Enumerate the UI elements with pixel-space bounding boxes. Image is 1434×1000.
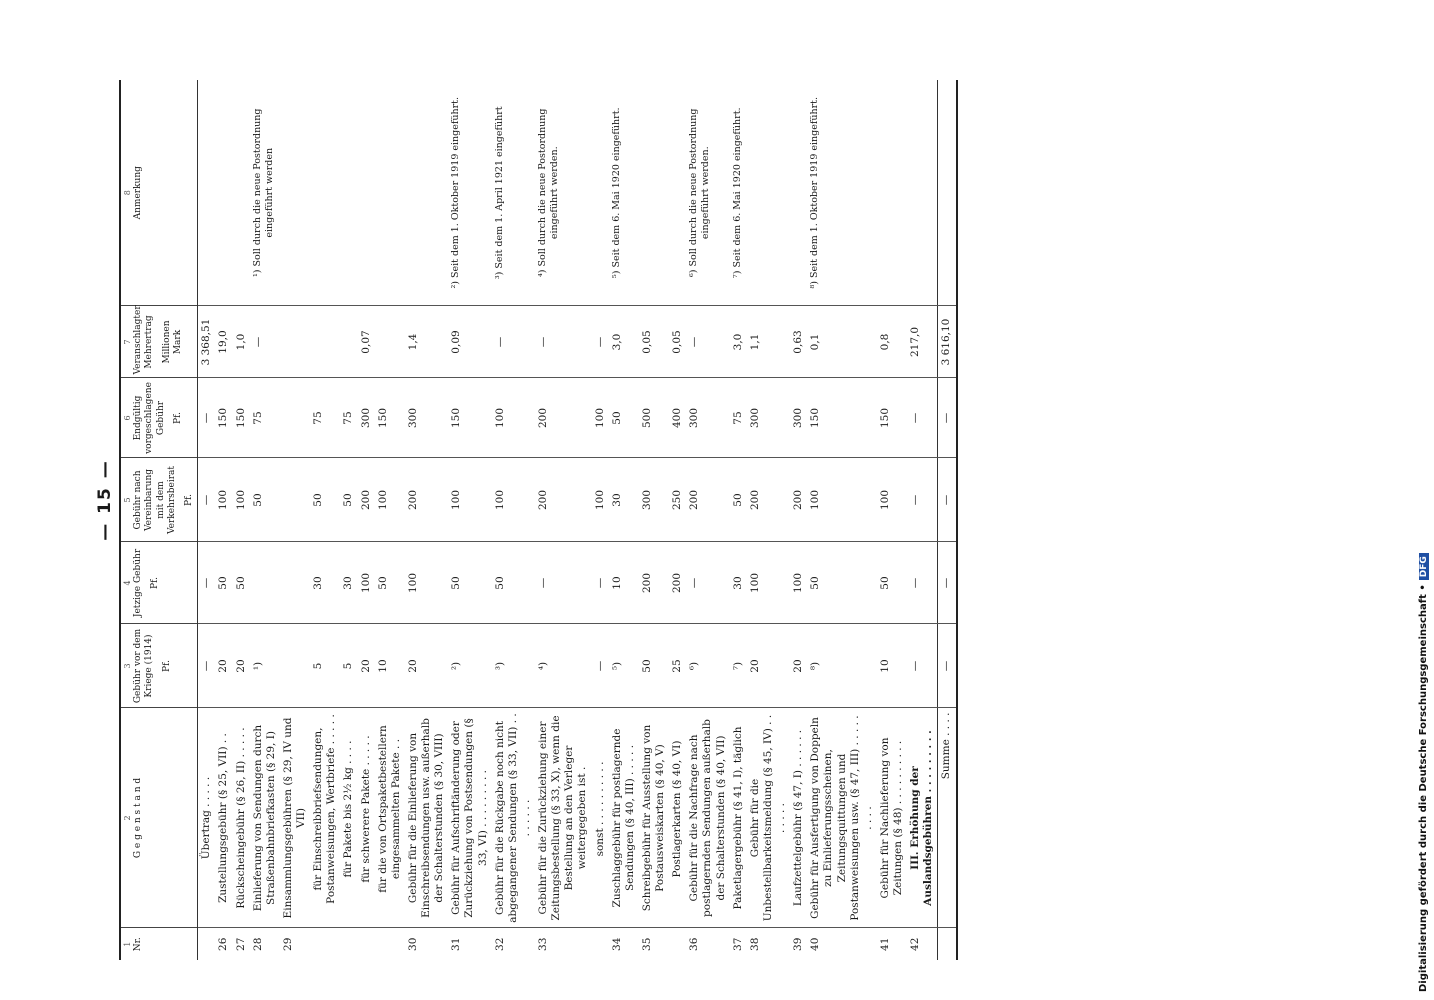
cell-remark: ⁸) Seit dem 1. Oktober 1919 eingeführt. [807,80,877,306]
table-row [448,80,491,960]
cell-remark [877,80,907,306]
cell-c4: — [535,542,592,624]
cell-c3: 20 [233,624,250,708]
column-header: 7 Veranschlagter Mehrertrag Millionen Mark [120,306,198,378]
dfg-logo: DFG [1419,553,1429,580]
cell-c5: — [907,458,938,542]
cell-c5: 100 [592,458,609,542]
cell-remark [233,80,250,306]
cell-c4: 50 [877,542,907,624]
cell-c5: 200 [747,458,790,542]
cell-c7: 0,63 [790,306,807,378]
cell-subject: Gebühr für die Nachfrage nach postlagernden Sendungen außerhalb der Schalterstunden (§ 40, VII) [686,708,729,928]
rotated-document-page [93,40,1393,960]
table-row [535,80,592,960]
cell-nr: 33 [537,937,549,951]
cell-remark: ¹) Soll durch die neue Postordnung eingeführt werden [250,80,280,306]
cell-c6 [280,378,310,458]
table-row [747,80,790,960]
cell-c4: 100 [405,542,448,624]
cell-subject: Gebühr für die Zurückziehung einer Zeitungsbestellung (§ 33, X), wenn die Bestellung an den Verleger weitergegeben ist . [535,708,592,928]
cell-c6: 75 [310,378,340,458]
credit-text: Digitalisierung gefördert durch die Deutsche Forschungsgemeinschaft • [1418,584,1429,992]
cell-nr: 36 [688,937,701,951]
cell-c6: 150 [807,378,877,458]
column-header: 5 Gebühr nach Vereinbarung mit dem Verkehrsbeirat Pf. [120,458,198,542]
column-header: 2 G e g e n s t a n d [120,708,198,928]
cell-c6: — [907,378,938,458]
cell-c3: 20 [358,624,375,708]
cell-c5: 100 [375,458,405,542]
cell-nr [592,928,609,960]
cell-subject: Gebühr für Ausfertigung von Doppeln zu Einlieferungsscheinen, Zeitungsquittungen und Postanweisungen usw. (§ 47, III) . . . . . . . . . [807,708,877,928]
cell-remark [340,80,357,306]
cell-c5: 50 [340,458,357,542]
cell-c7: — [686,306,729,378]
table-row [198,80,216,960]
cell-subject: Einlieferung von Sendungen durch Straßenbahnbriefkasten (§ 29, I) [250,708,280,928]
cell-c7: 1,0 [233,306,250,378]
cell-c5: 100 [492,458,535,542]
cell-c6: 100 [592,378,609,458]
cell-c3: 5 [310,624,340,708]
cell-c5: 200 [535,458,592,542]
cell-nr: 40 [809,937,822,951]
cell-c6: 200 [535,378,592,458]
cell-remark [747,80,790,306]
cell-c5: 50 [250,458,280,542]
table-row [340,80,357,960]
cell-nr: 35 [640,937,653,951]
cell-c3: 20 [405,624,448,708]
cell-c7: 1,4 [405,306,448,378]
sum-c6: — [938,378,957,458]
cell-c6: 300 [405,378,448,458]
sum-row [938,80,957,960]
cell-nr: 29 [281,937,294,951]
cell-remark [375,80,405,306]
sum-label: Summe . . . . [938,708,957,928]
cell-c3: 20 [790,624,807,708]
fee-table [119,80,958,960]
cell-c3 [280,624,310,708]
cell-c3: — [592,624,609,708]
cell-c7: 3,0 [730,306,747,378]
cell-remark [790,80,807,306]
table-row [790,80,807,960]
cell-c7: 0,07 [358,306,375,378]
cell-remark [907,80,938,306]
cell-c6: — [198,378,216,458]
cell-c3: ⁸) [807,624,877,708]
cell-c4: 50 [215,542,232,624]
cell-subject: Gebühr für Aufschriftänderung oder Zurückziehung von Postsendungen (§ 33, VI) . . . . . . . . . [448,708,491,928]
cell-subject: für die von Ortspaketbestellern eingesammelten Pakete . . [375,708,405,928]
cell-c7 [310,306,340,378]
cell-c3: ⁶) [686,624,729,708]
cell-c5: 200 [358,458,375,542]
cell-c5: 100 [215,458,232,542]
cell-c6: 75 [730,378,747,458]
table-row [609,80,639,960]
digitization-credit [1418,12,1429,992]
cell-remark: ⁷) Seit dem 6. Mai 1920 eingeführt. [730,80,747,306]
cell-c4: — [686,542,729,624]
cell-c7 [280,306,310,378]
table-row [375,80,405,960]
cell-c4 [250,542,280,624]
cell-remark: ³) Seit dem 1. April 1921 eingeführt [492,80,535,306]
cell-c7: 0,05 [639,306,669,378]
cell-c5: 30 [609,458,639,542]
cell-c7: 3 368,51 [198,306,216,378]
cell-subject: Gebühr für Nachlieferung von Zeitungen (§ 48) . . . . . . . . . . [877,708,907,928]
table-row [250,80,280,960]
cell-c4: 200 [669,542,686,624]
cell-remark [669,80,686,306]
cell-c7: 0,09 [448,306,491,378]
cell-c6: 150 [375,378,405,458]
sum-c3: — [938,624,957,708]
table-row [592,80,609,960]
column-header: 6 Endgültig vorgeschlagene Gebühr Pf. [120,378,198,458]
cell-c6: 300 [686,378,729,458]
cell-c4: 50 [492,542,535,624]
table-row [730,80,747,960]
cell-c3: — [198,624,216,708]
cell-c3: 10 [877,624,907,708]
cell-c4: 30 [730,542,747,624]
cell-c4: 30 [310,542,340,624]
cell-nr: 42 [909,937,922,951]
cell-nr [375,928,405,960]
cell-c7: 1,1 [747,306,790,378]
cell-c7: 0,05 [669,306,686,378]
sum-c4: — [938,542,957,624]
cell-remark [592,80,609,306]
cell-c6: 400 [669,378,686,458]
cell-c6: 150 [233,378,250,458]
table-row [686,80,729,960]
cell-c6: 100 [492,378,535,458]
cell-c7: 19,0 [215,306,232,378]
cell-c4 [280,542,310,624]
cell-c6: 300 [790,378,807,458]
cell-c5: 250 [669,458,686,542]
cell-c3: ⁷) [730,624,747,708]
cell-c3: 5 [340,624,357,708]
sum-empty [938,80,957,306]
cell-c6: 75 [340,378,357,458]
cell-c7: 0,8 [877,306,907,378]
cell-c4: — [592,542,609,624]
cell-c3: 50 [639,624,669,708]
cell-c4: 100 [790,542,807,624]
column-header: 4 Jetzige Gebühr Pf. [120,542,198,624]
cell-c3: ⁵) [609,624,639,708]
cell-nr: 26 [217,937,230,951]
cell-nr [358,928,375,960]
cell-remark [358,80,375,306]
cell-c7: — [592,306,609,378]
table-row [807,80,877,960]
cell-remark: ⁶) Soll durch die neue Postordnung eingeführt werden. [686,80,729,306]
page-number: — 15 — [95,459,115,541]
cell-nr: 38 [748,937,761,951]
cell-c5: 100 [877,458,907,542]
table-row [907,80,938,960]
cell-c3: ¹) [250,624,280,708]
cell-remark: ⁴) Soll durch die neue Postordnung eingeführt werden. [535,80,592,306]
cell-c6: 75 [250,378,280,458]
cell-c4: 100 [358,542,375,624]
cell-c4: 10 [609,542,639,624]
cell-c4: 50 [807,542,877,624]
sum-empty [938,928,957,960]
column-header: 8 Anmerkung [120,80,198,306]
cell-c4: 30 [340,542,357,624]
cell-remark [405,80,448,306]
cell-nr: 39 [792,937,805,951]
cell-c7: 217,0 [907,306,938,378]
cell-remark [280,80,310,306]
cell-c3: ³) [492,624,535,708]
cell-subject: Zustellungsgebühr (§ 25, VII) . . [215,708,232,928]
cell-subject: Zuschlaggebühr für postlagernde Sendungen (§ 40, III) . . . . . [609,708,639,928]
cell-nr: 27 [234,937,247,951]
cell-c6: 150 [448,378,491,458]
cell-c7 [340,306,357,378]
cell-c5: 100 [448,458,491,542]
cell-remark [215,80,232,306]
cell-subject: Gebühr für die Einlieferung von Einschreibsendungen usw. außerhalb der Schalterstunden (§ 30, VIII) [405,708,448,928]
cell-subject: Rückscheingebühr (§ 26, II) . . . . . [233,708,250,928]
table-row [405,80,448,960]
table-row [280,80,310,960]
cell-subject: Paketlagergebühr (§ 41, I), täglich [730,708,747,928]
cell-nr: 28 [251,937,264,951]
cell-nr: 34 [610,937,623,951]
cell-c5: 200 [686,458,729,542]
table-body [198,80,957,960]
cell-c3: 20 [747,624,790,708]
cell-c5: 100 [807,458,877,542]
table-row [310,80,340,960]
cell-subject: für schwerere Pakete . . . . . [358,708,375,928]
cell-nr [310,928,340,960]
cell-subject: Übertrag . . . . . [198,708,216,928]
cell-c4: 50 [233,542,250,624]
cell-nr: 37 [731,937,744,951]
cell-nr: 32 [493,937,506,951]
cell-c3: — [907,624,938,708]
cell-subject: Postlagerkarten (§ 40, VI) [669,708,686,928]
cell-c5: 50 [310,458,340,542]
table-row [639,80,669,960]
cell-c7: — [492,306,535,378]
cell-subject: sonst . . . . . . . . . . [592,708,609,928]
cell-subject: Schreibgebühr für Ausstellung von Postausweiskarten (§ 40, V) [639,708,669,928]
cell-c5 [280,458,310,542]
table-row [358,80,375,960]
cell-c4: 100 [747,542,790,624]
sum-c5: — [938,458,957,542]
cell-nr: 41 [878,937,891,951]
column-header: 1 Nr. [120,928,198,960]
cell-c7: 0,1 [807,306,877,378]
cell-c4: — [907,542,938,624]
cell-c3: ⁴) [535,624,592,708]
cell-subject: für Einschreibbriefsendungen, Postanweisungen, Wertbriefe . . . . . [310,708,340,928]
cell-c4: 50 [375,542,405,624]
cell-remark: ²) Seit dem 1. Oktober 1919 eingeführt. [448,80,491,306]
cell-c4: 200 [639,542,669,624]
cell-c7 [375,306,405,378]
cell-subject: Gebühr für die Unbestellbarkeitsmeldung (§ 45, IV) . . . . . . . [747,708,790,928]
cell-c6: 50 [609,378,639,458]
cell-remark: ⁵) Seit dem 6. Mai 1920 eingeführt. [609,80,639,306]
cell-remark [310,80,340,306]
table-header-row [120,80,198,960]
cell-c5: 300 [639,458,669,542]
table-row [669,80,686,960]
cell-c6: 150 [215,378,232,458]
cell-subject: Gebühr für die Rückgabe noch nicht abgegangener Sendungen (§ 33, VII) . . . . . . . . [492,708,535,928]
cell-subject: III. Erhöhung der Auslandsgebühren . . . . . . . . . [907,708,938,928]
cell-nr: 30 [406,937,419,951]
cell-c4: — [198,542,216,624]
cell-c6: 150 [877,378,907,458]
cell-c5: 100 [233,458,250,542]
column-header: 3 Gebühr vor dem Kriege (1914) Pf. [120,624,198,708]
cell-c5: 200 [405,458,448,542]
table-row [215,80,232,960]
cell-c4: 50 [448,542,491,624]
cell-nr [198,928,216,960]
cell-c3: 10 [375,624,405,708]
table-row [492,80,535,960]
cell-nr: 31 [450,937,463,951]
cell-c5: 50 [730,458,747,542]
cell-subject: für Pakete bis 2½ kg . . . . [340,708,357,928]
cell-remark [198,80,216,306]
cell-c3: ²) [448,624,491,708]
cell-c7: — [250,306,280,378]
cell-c6: 300 [358,378,375,458]
table-row [233,80,250,960]
cell-subject: Einsammlungsgebühren (§ 29, IV und VII) [280,708,310,928]
cell-nr [340,928,357,960]
cell-c3: 20 [215,624,232,708]
cell-c7: 3,0 [609,306,639,378]
cell-c5: — [198,458,216,542]
cell-remark [639,80,669,306]
cell-c6: 500 [639,378,669,458]
cell-c6: 300 [747,378,790,458]
cell-c5: 200 [790,458,807,542]
cell-subject: Laufzettelgebühr (§ 47, I) . . . . . . [790,708,807,928]
sum-c7: 3 616,10 [938,306,957,378]
cell-c3: 25 [669,624,686,708]
cell-nr [669,928,686,960]
cell-c7: — [535,306,592,378]
table-row [877,80,907,960]
